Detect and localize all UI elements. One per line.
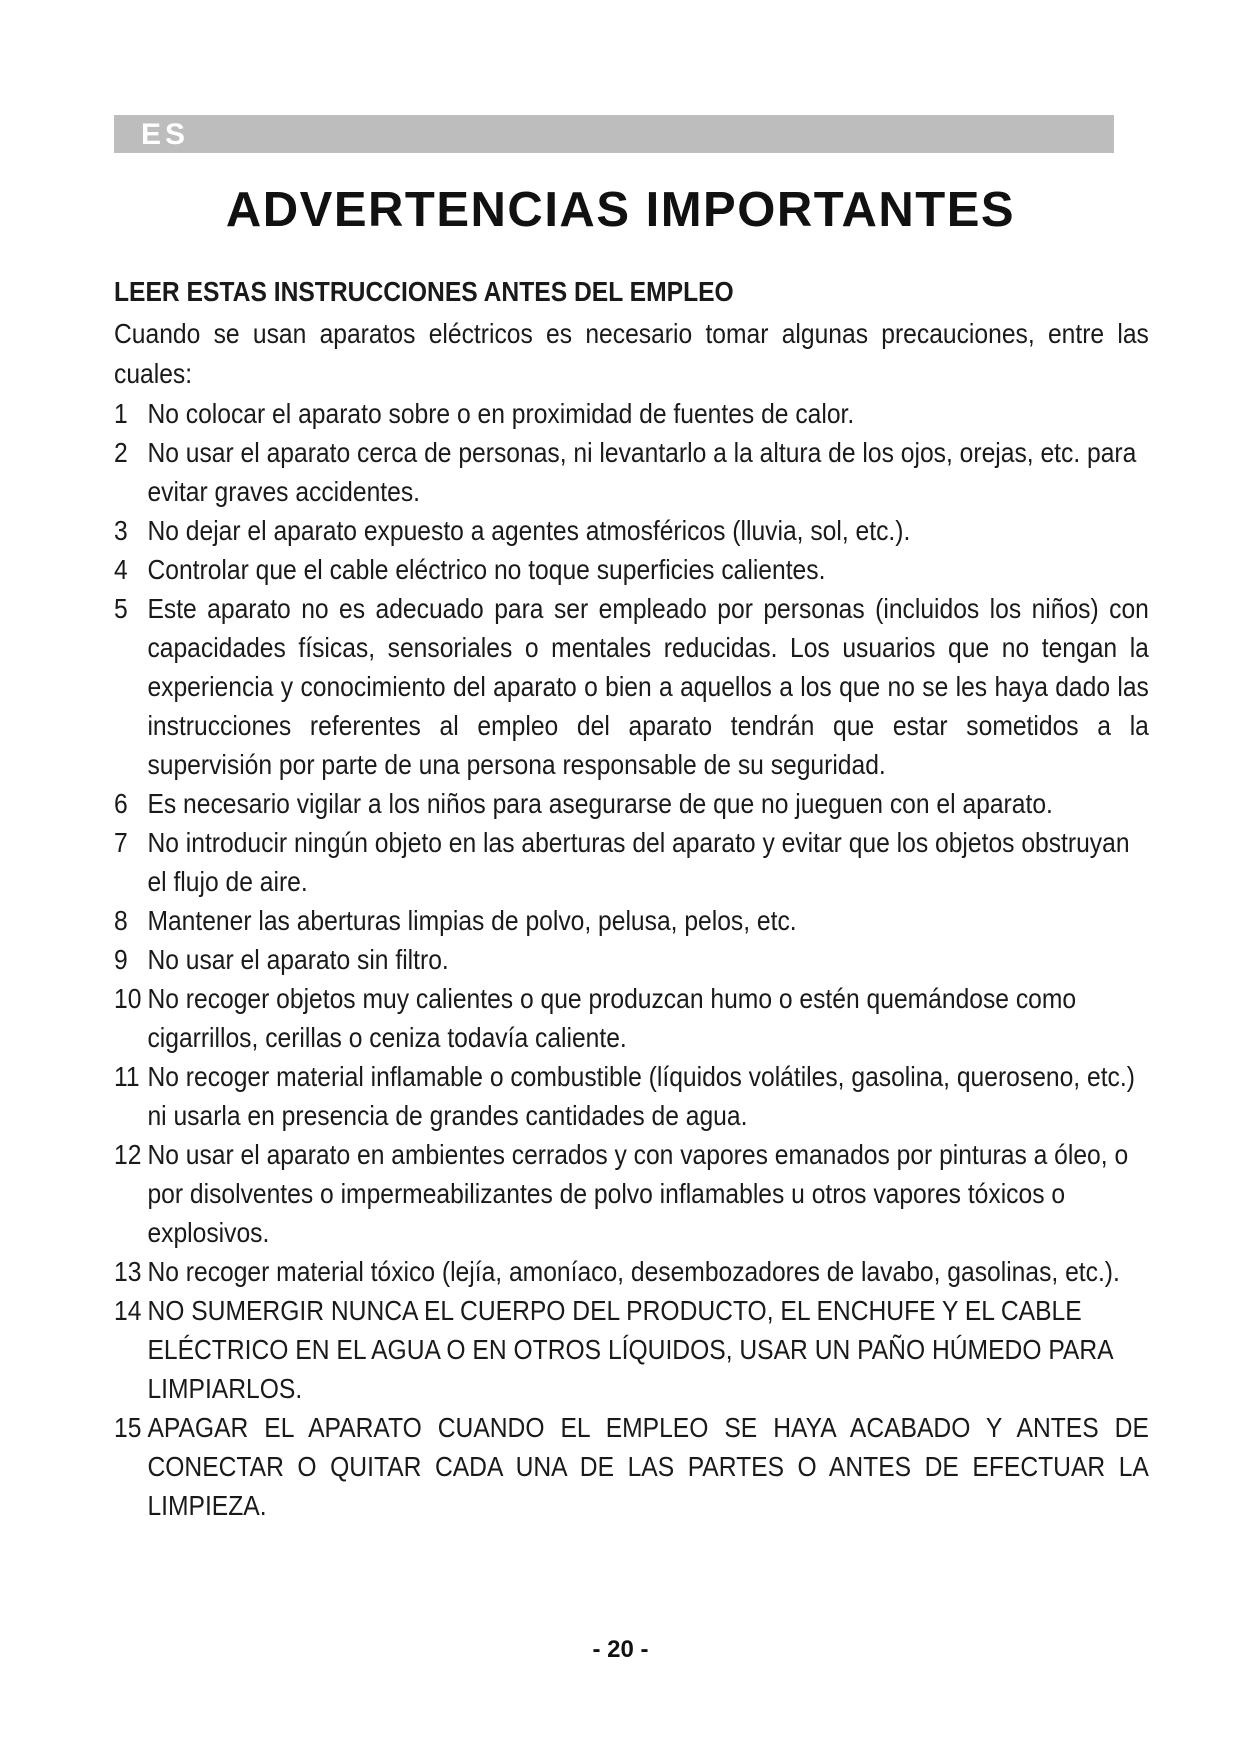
item-text: No colocar el aparato sobre o en proximidad de fuentes de calor.	[147, 398, 855, 429]
item-number: 10	[114, 983, 142, 1014]
item-text: Controlar que el cable eléctrico no toque superficies calientes.	[147, 554, 826, 585]
page-title: ADVERTENCIAS IMPORTANTES	[225, 183, 1016, 237]
list-item	[114, 394, 1149, 433]
item-number: 5	[114, 593, 128, 624]
item-text: No recoger material inflamable o combustible (líquidos volátiles, gasolina, queroseno, etc.) ni usarla en presencia de grandes cantidades de agua.	[147, 1061, 1135, 1131]
page-number: - 20 -	[592, 1636, 649, 1663]
list-item	[114, 433, 1149, 511]
list-item	[114, 1291, 1149, 1408]
list-item	[114, 901, 1149, 940]
item-text: No dejar el aparato expuesto a agentes atmosféricos (lluvia, sol, etc.).	[147, 515, 911, 546]
list-item	[114, 1135, 1149, 1252]
language-bar	[114, 115, 1114, 153]
list-item	[114, 550, 1149, 589]
item-text: Mantener las aberturas limpias de polvo, pelusa, pelos, etc.	[147, 905, 797, 936]
item-number: 15	[114, 1412, 142, 1443]
list-item	[114, 511, 1149, 550]
language-code: ES	[141, 118, 190, 151]
item-number: 13	[114, 1256, 142, 1287]
item-text: No recoger material tóxico (lejía, amoníaco, desembozadores de lavabo, gasolinas, etc.).	[147, 1256, 1120, 1287]
intro-paragraph: Cuando se usan aparatos eléctricos es necesario tomar algunas precauciones, entre las cuales:	[114, 318, 1149, 389]
item-text: NO SUMERGIR NUNCA EL CUERPO DEL PRODUCTO, EL ENCHUFE Y EL CABLE ELÉCTRICO EN EL AGUA O EN OTROS LÍQUIDOS, USAR UN PAÑO HÚMEDO PARA LIMPIARLOS.	[147, 1295, 1113, 1404]
item-number: 9	[114, 944, 128, 975]
list-item	[114, 1057, 1149, 1135]
list-item	[114, 1252, 1149, 1291]
item-number: 11	[114, 1061, 140, 1092]
list-item	[114, 784, 1149, 823]
list-item	[114, 940, 1149, 979]
item-text: No introducir ningún objeto en las aberturas del aparato y evitar que los objetos obstruyan el flujo de aire.	[147, 827, 1130, 897]
document-body	[114, 272, 1149, 1525]
list-item	[114, 1408, 1149, 1525]
item-number: 3	[114, 515, 128, 546]
item-number: 4	[114, 554, 128, 585]
list-item	[114, 979, 1149, 1057]
item-text: Este aparato no es adecuado para ser empleado por personas (incluidos los niños) con capacidades físicas, sensoriales o mentales reducidas. Los usuarios que no tengan la experiencia y conocimiento del aparato o bien a aquellos a los que no se les haya dado las instrucciones referentes al empleo del aparato tendrán que estar sometidos a la supervisión por parte de una persona responsable de su seguridad.	[147, 593, 1149, 780]
item-text: No usar el aparato cerca de personas, ni levantarlo a la altura de los ojos, orejas, etc. para evitar graves accidentes.	[147, 437, 1137, 507]
item-number: 2	[114, 437, 128, 468]
item-number: 7	[114, 827, 128, 858]
item-number: 6	[114, 788, 128, 819]
item-number: 14	[114, 1295, 142, 1326]
item-text: No usar el aparato sin filtro.	[147, 944, 449, 975]
item-number: 8	[114, 905, 128, 936]
item-text: No usar el aparato en ambientes cerrados y con vapores emanados por pinturas a óleo, o por disolventes o impermeabilizantes de polvo inflamables u otros vapores tóxicos o explosivos.	[147, 1139, 1129, 1248]
list-item	[114, 589, 1149, 784]
section-heading: LEER ESTAS INSTRUCCIONES ANTES DEL EMPLEO	[114, 276, 734, 307]
item-text: Es necesario vigilar a los niños para asegurarse de que no jueguen con el aparato.	[147, 788, 1053, 819]
warnings-list	[114, 394, 1149, 1525]
item-text: No recoger objetos muy calientes o que produzcan humo o estén quemándose como cigarrillos, cerillas o ceniza todavía caliente.	[147, 983, 1077, 1053]
item-text: APAGAR EL APARATO CUANDO EL EMPLEO SE HAYA ACABADO Y ANTES DE CONECTAR O QUITAR CADA UNA DE LAS PARTES O ANTES DE EFECTUAR LA LIMPIEZA.	[147, 1412, 1149, 1521]
item-number: 12	[114, 1139, 142, 1170]
item-number: 1	[114, 398, 128, 429]
list-item	[114, 823, 1149, 901]
